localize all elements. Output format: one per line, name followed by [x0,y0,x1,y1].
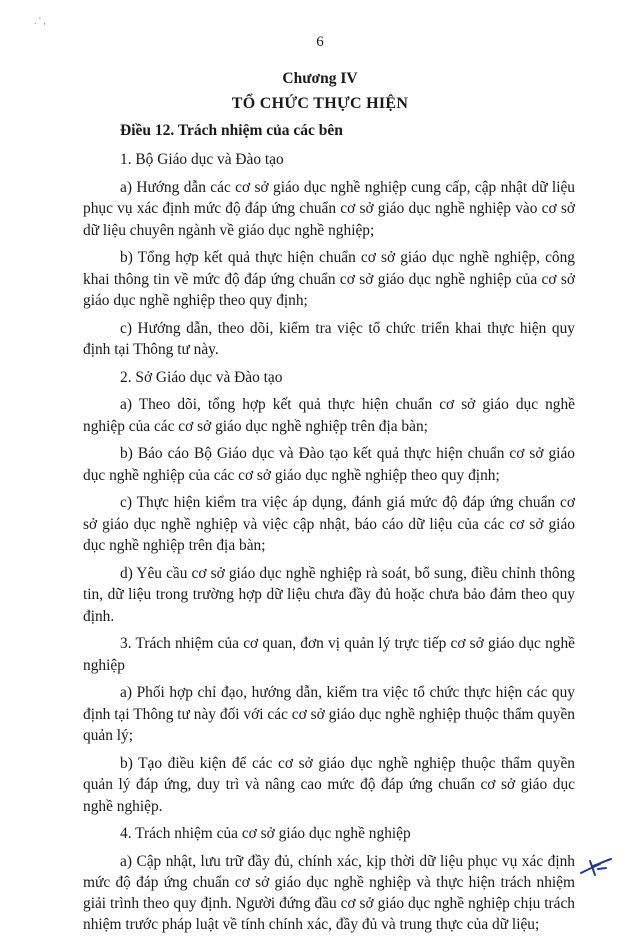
paragraph: a) Cập nhật, lưu trữ đầy đủ, chính xác, kịp thời dữ liệu phục vụ xác định mức độ đáp ứng chuẩn cơ sở giáo dục nghề nghiệp và thực hiện trách nhiệm giải trình theo quy định. Người đứng đầu cơ sở giáo dục nghề nghiệp chịu trách nhiệm trước pháp luật về tính chính xác, đầy đủ và trung thực của dữ liệu; [83,852,575,933]
paragraph: d) Yêu cầu cơ sở giáo dục nghề nghiệp rà soát, bổ sung, điều chỉnh thông tin, dữ liệu trong trường hợp dữ liệu chưa đầy đủ hoặc chưa bảo đảm theo quy định. [83,564,575,625]
section-heading: 2. Sở Giáo dục và Đào tạo [120,368,283,386]
chapter-label: Chương IV [282,70,358,87]
paragraph: b) Tạo điều kiện để các cơ sở giáo dục nghề nghiệp thuộc thẩm quyền quản lý đáp ứng, duy trì và nâng cao mức độ đáp ứng chuẩn cơ sở giáo dục nghề nghiệp. [83,754,575,815]
handwritten-initial-icon [578,856,614,878]
paragraph: a) Hướng dẫn các cơ sở giáo dục nghề nghiệp cung cấp, cập nhật dữ liệu phục vụ xác định mức độ đáp ứng chuẩn cơ sở giáo dục nghề nghiệp vào cơ sở dữ liệu chuyên ngành về giáo dục nghề nghiệp; [83,178,575,239]
chapter-title: TỔ CHỨC THỰC HIỆN [231,95,409,112]
corner-marks: . ' , [34,16,46,27]
article-heading: Điều 12. Trách nhiệm của các bên [120,122,343,139]
paragraph: c) Hướng dẫn, theo dõi, kiểm tra việc tổ chức triển khai thực hiện quy định tại Thông tư này. [83,319,575,358]
paragraph: a) Theo dõi, tổng hợp kết quả thực hiện chuẩn cơ sở giáo dục nghề nghiệp của các cơ sở giáo dục nghề nghiệp trên địa bàn; [83,396,575,435]
paragraph: b) Báo cáo Bộ Giáo dục và Đào tạo kết quả thực hiện chuẩn cơ sở giáo dục nghề nghiệp của các cơ sở giáo dục nghề nghiệp theo quy định; [83,445,575,484]
paragraph: b) Tổng hợp kết quả thực hiện chuẩn cơ sở giáo dục nghề nghiệp, công khai thông tin về mức độ đáp ứng chuẩn cơ sở giáo dục nghề nghiệp của cơ sở giáo dục nghề nghiệp theo quy định; [83,249,575,309]
paragraph: a) Phối hợp chỉ đạo, hướng dẫn, kiểm tra việc tổ chức thực hiện các quy định tại Thông tư này đối với các cơ sở giáo dục nghề nghiệp thuộc thẩm quyền quản lý; [83,684,575,744]
section-heading: 3. Trách nhiệm của cơ quan, đơn vị quản lý trực tiếp cơ sở giáo dục nghề nghiệp [83,635,575,674]
page-number: 6 [316,34,324,50]
paragraph: c) Thực hiện kiểm tra việc áp dụng, đánh giá mức độ đáp ứng chuẩn cơ sở giáo dục nghề nghiệp và việc cập nhật, báo cáo dữ liệu của các cơ sở giáo dục nghề nghiệp trên địa bàn; [83,494,575,554]
section-heading: 4. Trách nhiệm của cơ sở giáo dục nghề nghiệp [120,825,411,842]
section-heading: 1. Bộ Giáo dục và Đào tạo [120,151,284,168]
document-body [83,120,575,941]
